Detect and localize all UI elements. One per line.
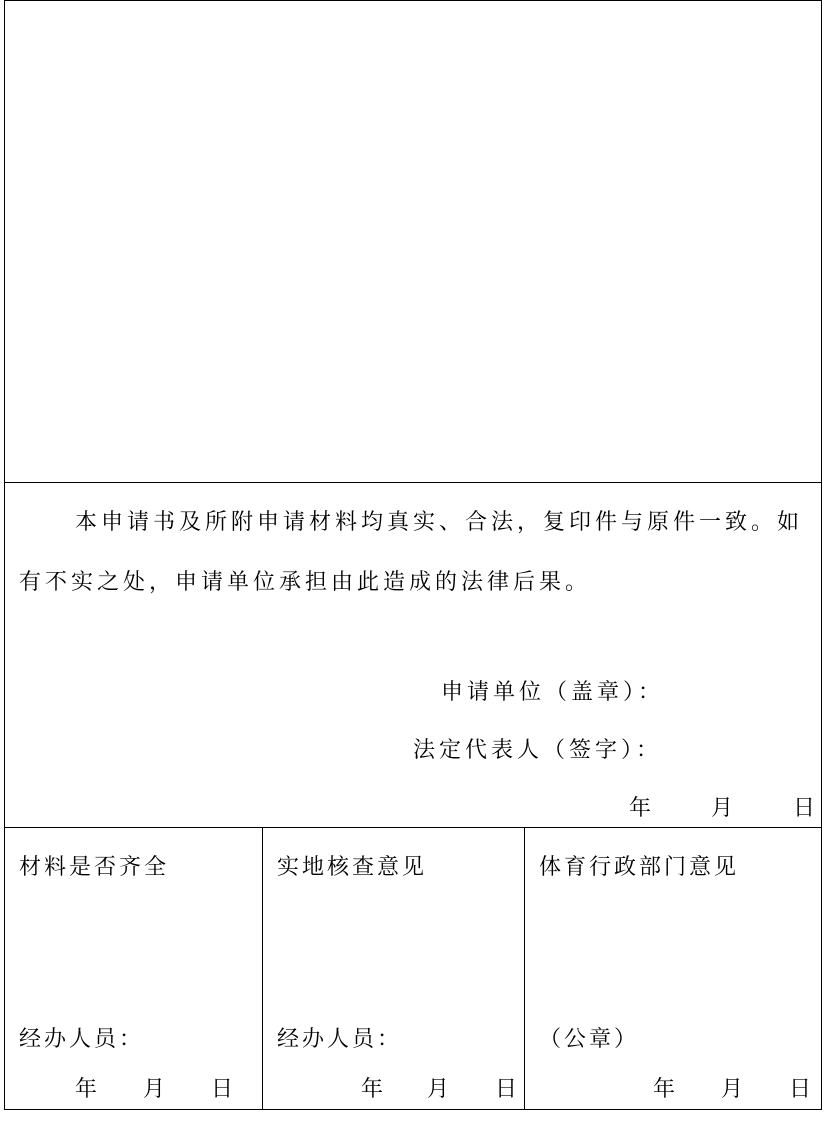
materials-date-year: 年	[75, 1077, 98, 1102]
application-form	[4, 0, 822, 1110]
site-inspection-column	[263, 828, 525, 1109]
review-section	[5, 828, 821, 1109]
site-inspection-date-year: 年	[361, 1077, 384, 1102]
sports-department-date-month: 月	[721, 1077, 744, 1102]
blank-content-area	[5, 1, 821, 483]
site-inspection-handler-label: 经办人员：	[277, 1027, 403, 1052]
declaration-section	[5, 483, 821, 828]
legal-representative-signature-label: 法定代表人（签字）：	[413, 738, 663, 763]
materials-complete-title: 材料是否齐全	[19, 855, 170, 880]
site-inspection-date-day: 日	[495, 1077, 518, 1102]
materials-date-month: 月	[143, 1077, 166, 1102]
official-seal-label: （公章）	[539, 1027, 640, 1052]
sports-department-column	[525, 828, 821, 1109]
declaration-date-year: 年	[629, 796, 652, 821]
declaration-text-line-1: 本申请书及所附申请材料均真实、合法，复印件与原件一致。如	[75, 510, 804, 535]
sports-department-date-year: 年	[653, 1077, 676, 1102]
sports-department-title: 体育行政部门意见	[539, 855, 740, 880]
declaration-date-day: 日	[793, 796, 816, 821]
materials-date-day: 日	[211, 1077, 234, 1102]
applicant-seal-label: 申请单位（盖章）：	[441, 680, 665, 705]
declaration-date-month: 月	[711, 796, 734, 821]
declaration-text-line-2: 有不实之处，申请单位承担由此造成的法律后果。	[19, 570, 592, 595]
site-inspection-date-month: 月	[427, 1077, 450, 1102]
materials-complete-column	[5, 828, 263, 1109]
site-inspection-title: 实地核查意见	[277, 855, 428, 880]
sports-department-date-day: 日	[789, 1077, 812, 1102]
materials-handler-label: 经办人员：	[19, 1027, 145, 1052]
